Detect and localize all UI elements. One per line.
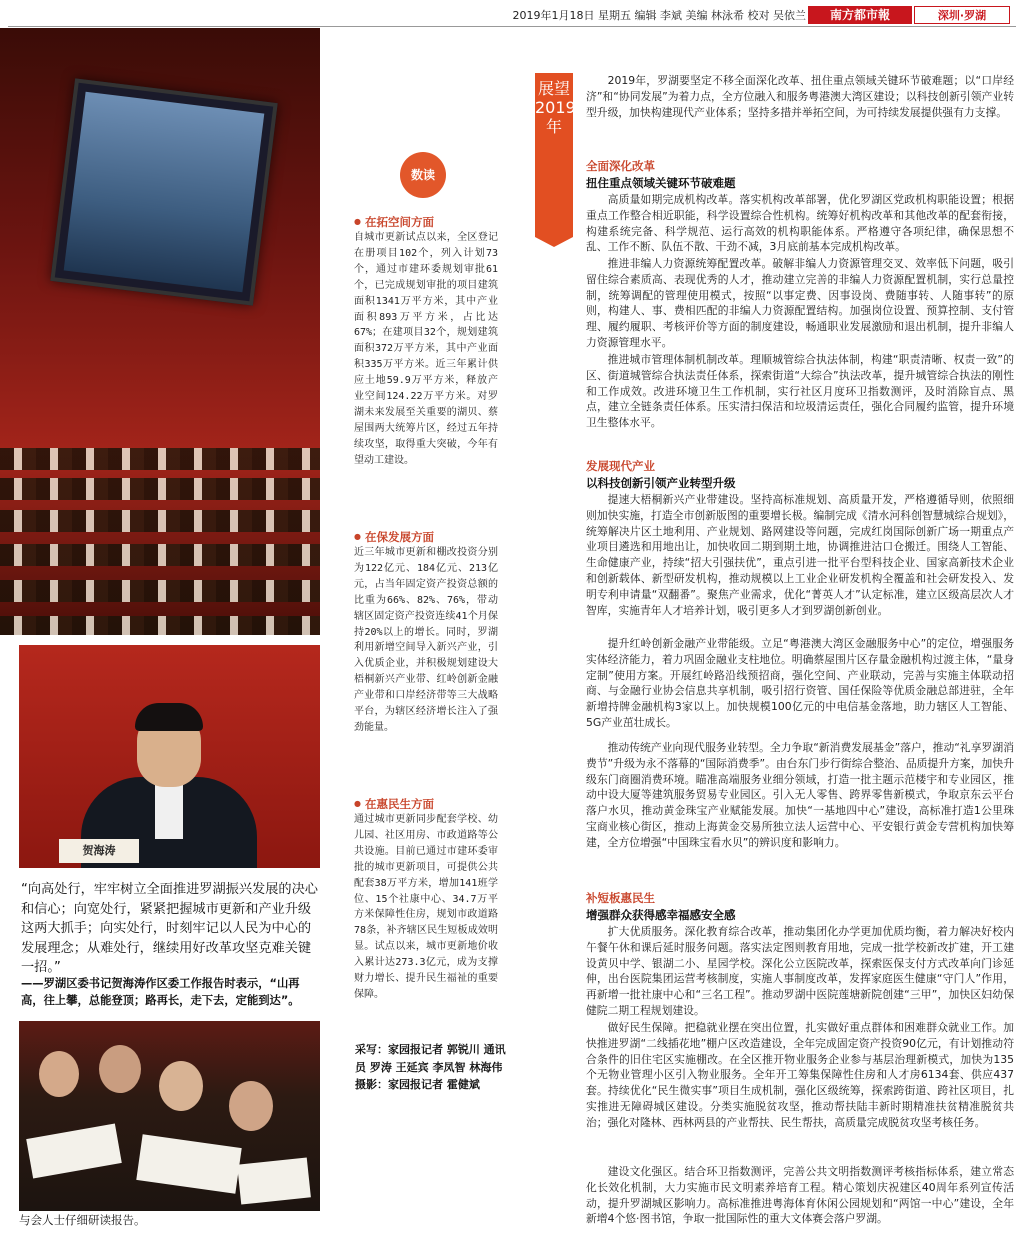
section2-para2: 提升红岭创新金融产业带能级。立足“粤港澳大湾区金融服务中心”的定位，增强服务实体经济能力，着力巩固金融业支柱地位。明确蔡屋围片区存量金融机构过渡主体，“量身定制”使用方案。开展红岭路沿线预招商，强化空间、产业联动，完善与实施主体联动招商、与金融行业协会信息共享机制，吸引招行资管、国任保险等优质金融总部进驻，全年新增持牌金融机构3家以上。加快规模100亿元的中电信基金落地，助力辖区人工智能、5G产业茁壮成长。 <box>586 637 1014 729</box>
section2-para3: 推动传统产业向现代服务业转型。全力争取“新消费发展基金”落户，推动“礼享罗湖消费节”升级为永不落幕的“国际消费季”。由台东门步行街综合整治、品质提升方案，加快升级东门商圈消费环境。瞄准高端服务业细分领域，打造一批主题示范楼宇和专业园区，推动中设大厦等建筑服务贸易专业园区。引入无人零售、跨界零售新模式，争取京东云平台落户水贝，推动黄金珠宝产业赋能发展。加快“一基地四中心”建设，高标准打造1公里珠宝商业核心街区，推动上海黄金交易所独立法人运营中心、平安银行黄金专营机构加快筹建，全方位增强“中国珠宝看水贝”的辨识度和影响力。 <box>586 741 1014 849</box>
section3-title: 补短板惠民生 <box>586 891 655 905</box>
section3-subtitle: 增强群众获得感幸福感安全感 <box>586 908 736 922</box>
section3-para3: 建设文化强区。结合环卫指数测评，完善公共文明指数测评考核指标体系，建立常态化长效化机制，大力实施市民文明素养培育工程。精心策划庆祝建区40周年系列宣传活动，提升罗湖城区影响力。高标准推进粤海体育休闲公园规划和“两馆一中心”建设，全年新增4个悠·图书馆，争取一批国际性的重大文体赛会落户罗湖。 <box>586 1165 1014 1226</box>
outlook-banner: 展望2019年 <box>535 73 573 237</box>
stat-growth-text: 近三年城市更新和棚改投资分别为122亿元、184亿元、213亿元，占当年固定资产投资总额的比重为66%、82%、76%，带动辖区固定资产投资连续41个月保持20%以上的增长。同时，罗湖利用新增空间导入新兴产业，引入优质企业，并积极规划建设大梧桐新兴产业带、红岭创新金融产业带和口岸经济带等三大战略平台，为辖区经济增长注入了强劲能量。 <box>354 547 498 733</box>
shudu-badge: 数读 <box>400 152 446 198</box>
header-divider <box>8 26 1016 27</box>
stat-welfare-title: ● 在惠民生方面 <box>354 796 434 812</box>
article-intro: 2019年，罗湖要坚定不移全面深化改革、扭住重点领域关键环节破难题；以“口岸经济”和“协同发展”为着力点，全方位融入和服务粤港澳大湾区建设；以科技创新引领产业转型升级，加快构建现代产业体系；坚持多措并举拓空间，为可持续发展提供强有力支撑。 <box>586 74 1014 119</box>
quote-source: ——罗湖区委书记贺海涛作区委工作报告时表示，“山再高，往上攀，总能登顶；路再长，走下去，定能到达”。 <box>21 977 300 1007</box>
attendees-photo <box>19 1021 320 1211</box>
section1-para1: 高质量如期完成机构改革。落实机构改革部署，优化罗湖区党政机构职能设置；根据重点工作整合相近职能，科学设置综合性机构。统筹好机构改革和其他改革的配套衔接，构建系统完备、科学规范、运行高效的机构职能体系。严格遵守各项纪律，确保思想不乱、工作不断、队伍不散、干劲不减，3月底前基本完成机构改革。 <box>586 193 1014 254</box>
stat-welfare-text: 通过城市更新同步配套学校、幼儿园、社区用房、市政道路等公共设施。目前已通过市建环委审批的城市更新项目，可提供公共配套38万平方米，增加141班学位、15个社康中心、34.7万平方米保障性住房，规划市政道路78条，补齐辖区民生短板成效明显。试点以来，城市更新地价收入累计达273.3亿元，成为支撑财力增长、提升民生福祉的重要保障。 <box>354 814 498 1000</box>
page-header <box>0 0 1024 26</box>
section1-title: 全面深化改革 <box>586 159 655 173</box>
section2-para1: 提速大梧桐新兴产业带建设。坚持高标准规划、高质量开发，严格遵循导则，依照细则加快实施，打造全市创新版图的重要增长极。编制完成《清水河科创智慧城综合规划》，统筹解决片区土地利用、产业规划、路网建设等问题，完成红岗国际创新广场一期重点产业项目遴选和用地出让，加快收回二期到期土地，协调推进沽口仓搬迁。围绕人工智能、生命健康产业，持续“招大引强扶优”，重点引进一批平台型科技企业、国家高新技术企业和创新载体、新型研发机构，推动规模以上工业企业研发机构全覆盖和社会研发投入、发明专利申请量“双翻番”。聚焦产业需求，优化“菁英人才”认定标准，建立区级高层次人才智库，实施青年人才培养计划，吸引更多人才到罗湖创新创业。 <box>586 493 1014 617</box>
auditorium-photo <box>0 28 320 635</box>
section1-subtitle: 扭住重点领域关键环节破难题 <box>586 176 736 190</box>
projection-screen <box>50 78 277 305</box>
section-logo: 深圳·罗湖 <box>914 6 1010 24</box>
stat-growth-title: ● 在保发展方面 <box>354 529 434 545</box>
section2-title: 发展现代产业 <box>586 459 655 473</box>
nameplate: 贺海涛 <box>59 839 139 863</box>
issue-info: 2019年1月18日 星期五 编辑 李斌 美编 林泳希 校对 吴依兰 <box>512 9 806 22</box>
stat-space-text: 自城市更新试点以来，全区登记在册项目102个，列入计划73个，通过市建环委规划审批61个，已完成规划审批的项目建筑面积1341万平方米，其中产业面积893万平方米，占比达67%；在建项目32个，规划建筑面积372万平方米，其中产业面积335万平方米。近三年累计供应土地59.9万平方米，释放产业空间124.22万平方米。对罗湖未来发展至关重要的湖贝、蔡屋围两大统筹片区，经过五年持续攻坚，取得重大突破，今年有望动工建设。 <box>354 232 498 466</box>
speaker-photo <box>19 645 320 868</box>
section3-para1: 扩大优质服务。深化教育综合改革，推动集团化办学更加优质均衡，着力解决好校内午餐午休和课后延时服务问题。落实法定图则教育用地，完成一批学校新改扩建，开工建设黄贝中学、银湖二小、星园学校。深化公立医院改革，探索医保支付方式改革向门诊延伸，出台医院集团运营考核制度，实施人事制度改革，发挥家庭医生健康“守门人”作用，再新增一批社康中心和“三名工程”。推动罗湖中医院莲塘新院创建“三甲”，加快区妇幼保健院二期工程规划建设。 <box>586 925 1014 1017</box>
section3-para2: 做好民生保障。把稳就业摆在突出位置，扎实做好重点群体和困难群众就业工作。加快推进罗湖“二线插花地”棚户区改造建设，全年完成固定资产投资90亿元，有计划推动符合条件的旧住宅区实施棚改。在全区推开物业服务企业参与基层治理新模式，加快为135个无物业管理小区引入物业服务。全年开工筹集保障性住房和人才房6134套、供应437套。持续优化“民生微实事”项目生成机制，强化区级统筹，探索跨街道、跨社区项目，扎实推进无障碍城区建设。分类实施脱贫攻坚，推动帮扶陆丰新时期精准扶贫精准脱贫共治；强化对隆林、西林两县的产业帮扶、民生帮扶，高质量完成脱贫攻坚考核任务。 <box>586 1021 1014 1129</box>
section1-para3: 推进城市管理体制机制改革。理顺城管综合执法体制，构建“职责清晰、权责一致”的区、街道城管综合执法责任体系，探索街道“大综合”执法改革，提升城管综合执法的刚性和工作成效。改进环境卫生工作机制，实行社区月度环卫指数测评，及时消除盲点、黑点，建立全链条责任体系。压实清扫保洁和垃圾清运责任，强化合同履约监管，提升环境卫生整体水平。 <box>586 353 1014 430</box>
quote-caption: “向高处行，牢牢树立全面推进罗湖振兴发展的决心和信心；向宽处行，紧紧把握城市更新和产业升级这两大抓手；向实处行，时刻牢记以人民为中心的发展理念；从难处行，继续用好改革攻坚克难关键一招。” <box>21 882 318 975</box>
section2-subtitle: 以科技创新引领产业转型升级 <box>586 476 736 490</box>
attendees-caption: 与会人士仔细研读报告。 <box>19 1213 146 1227</box>
stat-space-title: ● 在拓空间方面 <box>354 214 434 230</box>
credits: 采写：家园报记者 郭锐川 通讯员 罗涛 王延宾 李凤智 林海伟 摄影：家园报记者 霍健斌 <box>355 1043 506 1091</box>
section1-para2: 推进非编人力资源统筹配置改革。破解非编人力资源管理交叉、效率低下问题，吸引留住综合素质高、表现优秀的人才，推动建立完善的非编人力资源配置机制，实行总量控制，统筹调配的管理使用模式，按照“以事定费、因事设岗、费随事转、人随事转”的原则，构建人、事、费相匹配的非编人力资源配置结构。加强岗位设置、预算控制、支付管理、履约履职、考核评价等方面的制度建设，畅通职业发展激励和退出机制，提升非编人力资源管理水平。 <box>586 257 1014 349</box>
newspaper-logo: 南方都市報 <box>808 6 912 24</box>
